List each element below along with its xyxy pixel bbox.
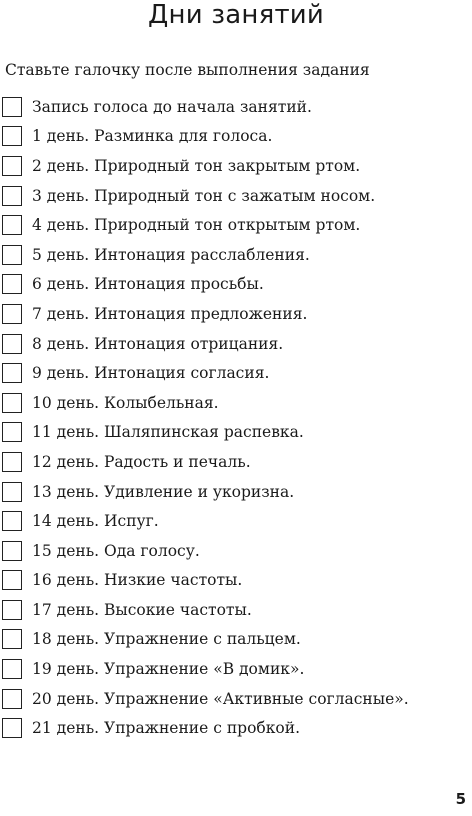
checklist-item[interactable]	[2, 270, 470, 300]
checkbox[interactable]	[2, 511, 22, 531]
checklist-item[interactable]	[2, 684, 470, 714]
checkbox[interactable]	[2, 600, 22, 620]
checklist-item[interactable]	[2, 92, 470, 122]
checkbox[interactable]	[2, 629, 22, 649]
checkbox[interactable]	[2, 689, 22, 709]
checklist-item[interactable]	[2, 151, 470, 181]
checklist-item-label: Запись голоса до начала занятий.	[32, 97, 312, 116]
checklist-item[interactable]	[2, 122, 470, 152]
checklist-item[interactable]	[2, 210, 470, 240]
checkbox[interactable]	[2, 393, 22, 413]
checklist-item-label: 1 день. Разминка для голоса.	[32, 127, 273, 146]
checkbox[interactable]	[2, 97, 22, 117]
page-title: Дни занятий	[147, 0, 324, 30]
checklist-item-label: 5 день. Интонация расслабления.	[32, 245, 310, 264]
checklist-item[interactable]	[2, 654, 470, 684]
checklist-item[interactable]	[2, 358, 470, 388]
checkbox[interactable]	[2, 570, 22, 590]
checklist-item-label: 8 день. Интонация отрицания.	[32, 334, 284, 353]
checklist-item[interactable]	[2, 388, 470, 418]
checklist-item-label: 11 день. Шаляпинская распевка.	[32, 423, 304, 442]
checklist-item[interactable]	[2, 418, 470, 448]
checkbox[interactable]	[2, 304, 22, 324]
checklist-item[interactable]	[2, 329, 470, 359]
checklist-item-label: 6 день. Интонация просьбы.	[32, 275, 264, 294]
checklist-item-label: 9 день. Интонация согласия.	[32, 364, 270, 383]
checkbox[interactable]	[2, 541, 22, 561]
checkbox[interactable]	[2, 156, 22, 176]
checklist-item-label: 3 день. Природный тон с зажатым носом.	[32, 186, 376, 205]
checkbox[interactable]	[2, 422, 22, 442]
instruction-text: Ставьте галочку после выполнения задания	[5, 61, 370, 79]
checklist-item[interactable]	[2, 506, 470, 536]
checklist-item-label: 14 день. Испуг.	[32, 512, 159, 531]
checklist-item[interactable]	[2, 713, 470, 743]
checklist-item[interactable]	[2, 447, 470, 477]
checklist-item[interactable]	[2, 299, 470, 329]
checkbox[interactable]	[2, 186, 22, 206]
checklist-item-label: 16 день. Низкие частоты.	[32, 571, 243, 590]
checkbox[interactable]	[2, 452, 22, 472]
checklist-item-label: 21 день. Упражнение с пробкой.	[32, 719, 301, 738]
checkbox[interactable]	[2, 215, 22, 235]
checklist-item[interactable]	[2, 625, 470, 655]
checkbox[interactable]	[2, 718, 22, 738]
checklist-item-label: 15 день. Ода голосу.	[32, 541, 200, 560]
checklist-item-label: 20 день. Упражнение «Активные согласные».	[32, 689, 409, 708]
checklist-item-label: 7 день. Интонация предложения.	[32, 304, 308, 323]
checkbox[interactable]	[2, 334, 22, 354]
checkbox[interactable]	[2, 659, 22, 679]
checklist-item-label: 2 день. Природный тон закрытым ртом.	[32, 156, 361, 175]
checklist-item-label: 18 день. Упражнение с пальцем.	[32, 630, 301, 649]
checklist-item-label: 4 день. Природный тон открытым ртом.	[32, 216, 361, 235]
checklist-item[interactable]	[2, 477, 470, 507]
checklist-item-label: 13 день. Удивление и укоризна.	[32, 482, 295, 501]
checklist-item[interactable]	[2, 181, 470, 211]
checklist-item-label: 19 день. Упражнение «В домик».	[32, 660, 305, 679]
checklist-item-label: 10 день. Колыбельная.	[32, 393, 219, 412]
checkbox[interactable]	[2, 245, 22, 265]
checkbox[interactable]	[2, 482, 22, 502]
checklist-item[interactable]	[2, 240, 470, 270]
checklist-item[interactable]	[2, 536, 470, 566]
page-number: 5	[455, 790, 466, 808]
checklist	[2, 92, 470, 743]
checkbox[interactable]	[2, 363, 22, 383]
checklist-item-label: 17 день. Высокие частоты.	[32, 600, 252, 619]
checkbox[interactable]	[2, 126, 22, 146]
checklist-item[interactable]	[2, 595, 470, 625]
checklist-item-label: 12 день. Радость и печаль.	[32, 452, 251, 471]
checklist-item[interactable]	[2, 566, 470, 596]
checkbox[interactable]	[2, 274, 22, 294]
